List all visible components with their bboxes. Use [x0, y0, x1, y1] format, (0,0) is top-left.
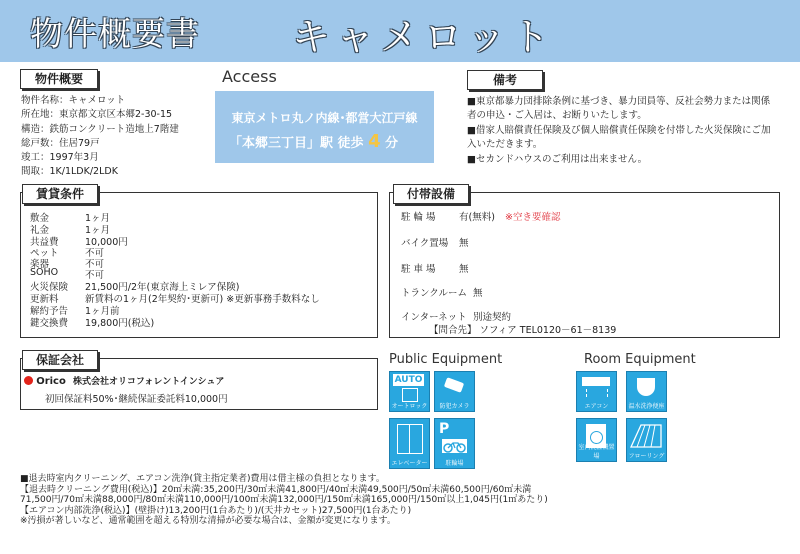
station-name: 「本郷三丁目」駅	[229, 136, 334, 151]
equipment-label: 駐輪場	[445, 460, 464, 467]
facility-value: 有(無料)	[459, 212, 495, 223]
air-conditioner-icon	[576, 371, 617, 412]
lease-box	[20, 192, 378, 338]
overview-header: 物件概要	[20, 69, 98, 89]
footer-line: ※汚損が著しいなど、通常範囲を超える特別な清掃が必要な場合は、金額が変更になります。	[20, 516, 396, 527]
overview-line: 間取：1K/1LDK/2LDK	[21, 166, 118, 178]
lease-value: 不可	[85, 248, 105, 259]
overview-line: 所在地：東京都文京区本郷2-30-15	[21, 109, 173, 121]
guarantor-logo	[24, 374, 224, 387]
washlet-icon	[626, 371, 667, 412]
bicycle-parking-icon	[434, 418, 475, 469]
facility-note: ※空き要確認	[505, 212, 561, 223]
facility-value: 別途契約	[473, 312, 512, 323]
lease-key: 敷金	[30, 213, 50, 224]
parking-p: P	[439, 421, 450, 437]
lease-value: 新賃料の1ヶ月(2年契約･更新可) ※更新事務手数料なし	[85, 294, 320, 305]
guarantor-company: 株式会社オリコフォレントインシュア	[73, 377, 225, 387]
overview-line: 物件名称：キャメロット	[21, 95, 126, 106]
facility-key: バイク置場	[401, 238, 449, 249]
floor-glyph	[627, 419, 666, 453]
notes-list	[467, 95, 777, 167]
lease-key: 鍵交換費	[30, 318, 69, 329]
equipment-label: エアコン	[584, 403, 609, 410]
facility-key: 駐 輪 場	[401, 212, 436, 223]
note-item: ■東京都暴力団排除条例に基づき、暴力団員等、反社会勢力または関係者の申込・ご入居は、お断りいたします。	[467, 96, 771, 121]
door-shape	[397, 424, 423, 454]
facilities-header: 付帯設備	[393, 184, 469, 204]
autolock-head: AUTO	[394, 375, 423, 385]
overview-line: 総戸数：住居79戸	[21, 137, 100, 149]
lease-key: SOHO	[30, 267, 59, 278]
camera-shape	[444, 377, 464, 393]
autolock-icon	[389, 371, 430, 412]
lease-key: 楽器	[30, 259, 50, 270]
walk-unit: 分	[385, 136, 399, 151]
footer-notes	[20, 474, 790, 527]
lease-value: 19,800円(税込)	[85, 318, 155, 329]
room-equipment-title: Room Equipment	[584, 352, 696, 367]
guarantor-fee: 初回保証料50%･継続保証委託料10,000円	[45, 394, 228, 405]
facility-value: 無	[459, 238, 469, 249]
lease-key: ペット	[30, 248, 59, 259]
lease-value: 21,500円/2年(東京海上ミレア保険)	[85, 282, 240, 293]
contact-info: 【問合先】 ソフィア TEL0120－61－8139	[429, 325, 617, 336]
facility-value: 無	[473, 288, 483, 299]
equipment-label: 室内洗濯機置場	[578, 444, 615, 460]
orico-mark-icon	[24, 376, 33, 385]
lease-value: 不可	[85, 270, 105, 281]
lease-key: 共益費	[30, 237, 59, 248]
footer-line: 【退去時クリーニング費用(税込)】20㎡未満:35,200円/30㎡未満41,800円/40㎡未満49,500円/50㎡未満60,500円/60㎡未満	[20, 484, 532, 495]
elevator-icon	[389, 418, 430, 469]
equipment-label: オートロック	[391, 403, 428, 410]
access-title: Access	[222, 67, 277, 86]
washing-machine-icon	[576, 418, 617, 462]
overview-line: 竣工：1997年3月	[21, 152, 99, 164]
lease-value: 10,000円	[85, 237, 128, 248]
title-banner	[0, 0, 800, 62]
footer-line: ■退去時室内クリーニング、エアコン洗浄(貸主指定業者)費用は借主様の負担となります。	[20, 474, 385, 484]
access-station-walk	[229, 131, 398, 152]
notes-header: 備考	[467, 70, 543, 90]
guarantor-brand: Orico	[36, 376, 66, 387]
footer-line: 71,500円/70㎡未満88,000円/80㎡未満110,000円/100㎡未満132,000円/150㎡未満165,000円/150㎡以上1,045円(1㎡あたり)	[20, 495, 548, 506]
access-lines: 東京メトロ丸ノ内線･都営大江戸線	[231, 111, 418, 125]
public-equipment-title: Public Equipment	[389, 352, 503, 367]
lease-key: 更新料	[30, 294, 59, 305]
guarantor-header: 保証会社	[22, 350, 98, 370]
access-panel	[215, 91, 434, 163]
overview-line: 構造：鉄筋コンクリート造地上7階建	[21, 123, 179, 135]
lease-value: 1ヶ月前	[85, 306, 120, 317]
lease-key: 礼金	[30, 225, 50, 236]
toilet-shape	[637, 378, 655, 396]
equipment-label: フローリング	[628, 453, 665, 460]
ac-shape	[582, 377, 610, 386]
facility-key: 駐 車 場	[401, 264, 436, 275]
facility-key: インターネット	[401, 312, 467, 323]
equipment-label: 温水洗浄便座	[628, 403, 665, 410]
facility-key: トランクルーム	[401, 288, 468, 299]
bike-plate	[442, 439, 467, 453]
lease-header: 賃貸条件	[22, 184, 98, 204]
walk-prefix: 徒歩	[337, 136, 364, 151]
lease-key: 解約予告	[30, 306, 69, 317]
lease-value: 1ヶ月	[85, 213, 111, 224]
ac-wind	[586, 389, 608, 397]
lease-value: 不可	[85, 259, 105, 270]
document-title: 物件概要書	[30, 14, 200, 53]
lease-key: 火災保険	[30, 282, 69, 293]
footer-line: 【エアコン内部洗浄(税込)】(壁掛け)13,200円(1台あたり)/(天井カセット)27,500円(1台あたり)	[20, 505, 412, 516]
equipment-label: エレベーター	[391, 460, 428, 467]
door-split	[409, 424, 410, 454]
property-name: キャメロット	[292, 15, 556, 59]
facility-value: 無	[459, 264, 469, 275]
overview-list	[21, 94, 211, 180]
equipment-label: 防犯カメラ	[439, 403, 470, 410]
note-item: ■借家人賠償責任保険及び個人賠償責任保険を付帯した火災保険にご加入いただきます。	[467, 125, 771, 150]
walk-minutes: 4	[368, 131, 381, 152]
flooring-icon	[626, 418, 667, 462]
note-item: ■セカンドハウスのご利用は出来ません。	[467, 154, 648, 165]
bicycle-glyph	[442, 440, 467, 454]
lease-value: 1ヶ月	[85, 225, 111, 236]
security-camera-icon	[434, 371, 475, 412]
panel-shape	[402, 388, 418, 402]
